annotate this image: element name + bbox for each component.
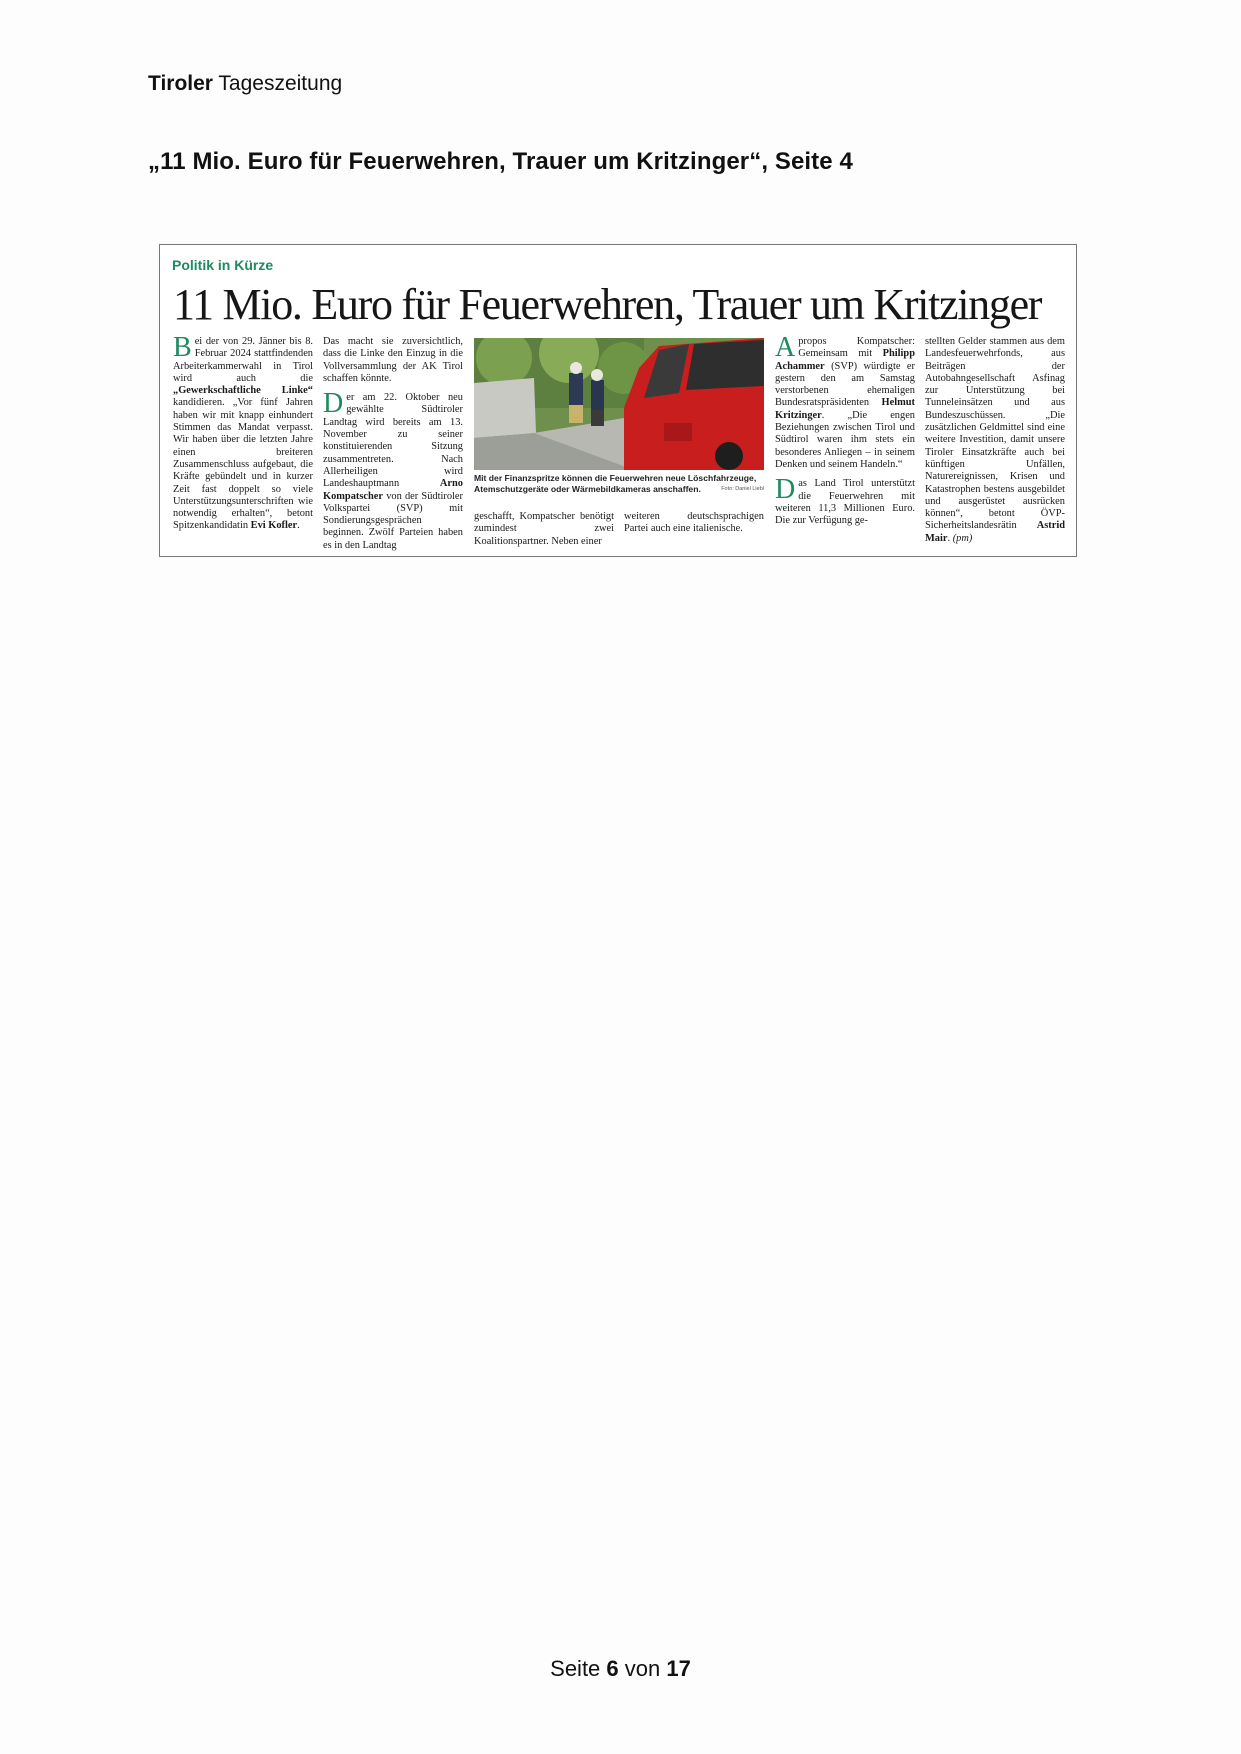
current-page: 6 <box>606 1656 619 1681</box>
footer-prefix: Seite <box>550 1656 607 1681</box>
below-photo-right: weiteren deutschsprachigen Partei auch eine italienische. <box>624 511 764 535</box>
newspaper-clipping <box>159 244 1077 557</box>
brand-bold: Tiroler <box>148 72 213 95</box>
bold-run: „Gewerkschaftliche Linke“ <box>173 385 313 397</box>
drop-cap: A <box>775 332 796 363</box>
bold-run: Arno Kompatscher <box>323 478 463 502</box>
text-run: . <box>297 520 300 532</box>
text-run: . „Die engen Beziehungen zwischen Tirol und Südtirol waren ihm stets ein besonderes Anliegen – in seinem Denken und seinem Handeln.“ <box>775 409 915 470</box>
drop-cap: D <box>323 388 344 420</box>
rubric: Politik in Kürze <box>172 257 274 273</box>
article-column-1 <box>173 332 313 533</box>
below-photo-left: geschafft, Kompatscher benötigt zumindest zwei Koalitionspartner. Neben einer <box>474 511 614 547</box>
text-run: . <box>947 532 953 544</box>
page-footer <box>0 1656 1241 1682</box>
total-pages: 17 <box>666 1656 691 1681</box>
text-run: as Land Tirol unterstützt die Feuerwehren mit weiteren 11,3 Millionen Euro. Die zur Verfügung ge- <box>775 478 915 527</box>
firefighters-photo <box>474 338 764 470</box>
footer-mid: von <box>618 1656 667 1681</box>
caption-text: Mit der Finanzspritze können die Feuerwehren neue Löschfahrzeuge, Atemschutzgeräte oder Wärmebildkameras anschaffen. <box>474 473 757 494</box>
bold-run: Helmut Kritzinger <box>775 397 915 421</box>
text-run: (SVP) würdigte er gestern den am Samstag verstorbenen ehemaligen Bundesratspräsidenten <box>775 360 915 409</box>
text-run: propos Kompatscher: Gemeinsam mit <box>798 336 915 360</box>
bold-run: Evi Kofler <box>250 520 298 532</box>
text-run: kandidieren. „Vor fünf Jahren haben wir mit knapp einhundert Stimmen das Mandat verpasst. Wir haben über die letzten Jahre einen breiteren Zusammenschluss aufgebaut, die Kräfte gebündelt und in kurzer Zeit fast doppelt so viele Unterstützungsunterschriften wie notwendig erhalten“, betont Spitzenkandidatin <box>173 397 313 532</box>
photo-caption <box>474 473 764 495</box>
drop-cap: B <box>173 332 192 363</box>
photo-credit: Foto: Daniel Liebl <box>721 486 764 492</box>
author-initials: (pm) <box>952 532 973 544</box>
bold-run: Astrid Mair <box>925 520 1065 544</box>
text-run: stellten Gelder stammen aus dem Landesfeuerwehrfonds, aus Beiträgen der Autobahngesellschaft Asfinag zur Unterstützung bei Tunneleinsätzen und aus Bundeszuschüssen. „Die zusätzlichen Geldmittel sind eine weitere Investition, damit unsere Tiroler Einsatzkräfte auch bei künftigen Unfällen, Naturereignissen, Krisen und Katastrophen bestens ausgebildet und ausgerüstet ausrücken können“, betont ÖVP-Sicherheitslandesrätin <box>925 336 1065 532</box>
article-column-2 <box>323 336 463 552</box>
article-column-5 <box>925 336 1065 545</box>
bold-run: Philipp Achammer <box>775 348 915 372</box>
brand-rest: Tageszeitung <box>212 72 343 95</box>
publication-header <box>148 72 342 96</box>
text-run: von der Südtiroler Volkspartei (SVP) mit Sondierungsgesprächen beginnen. Zwölf Parteien haben es in den Landtag <box>323 490 463 551</box>
text-run: ei der von 29. Jänner bis 8. Februar 2024 stattfindenden Arbeiterkammerwahl in Tirol wird auch die <box>173 336 313 384</box>
drop-cap: D <box>775 474 796 506</box>
document-title: „11 Mio. Euro für Feuerwehren, Trauer um Kritzinger“, Seite 4 <box>148 148 853 175</box>
paragraph: Das macht sie zuversichtlich, dass die Linke den Einzug in die Vollversammlung der AK Tirol schaffen könnte. <box>323 336 463 384</box>
article-column-4 <box>775 332 915 527</box>
article-headline: 11 Mio. Euro für Feuerwehren, Trauer um Kritzinger <box>173 280 1042 329</box>
text-run: er am 22. Oktober neu gewählte Südtiroler Landtag wird bereits am 13. November zu seiner konstituierenden Sitzung zusammentreten. Nach Allerheiligen wird Landeshauptmann <box>323 392 463 490</box>
photo-illustration <box>474 338 764 470</box>
